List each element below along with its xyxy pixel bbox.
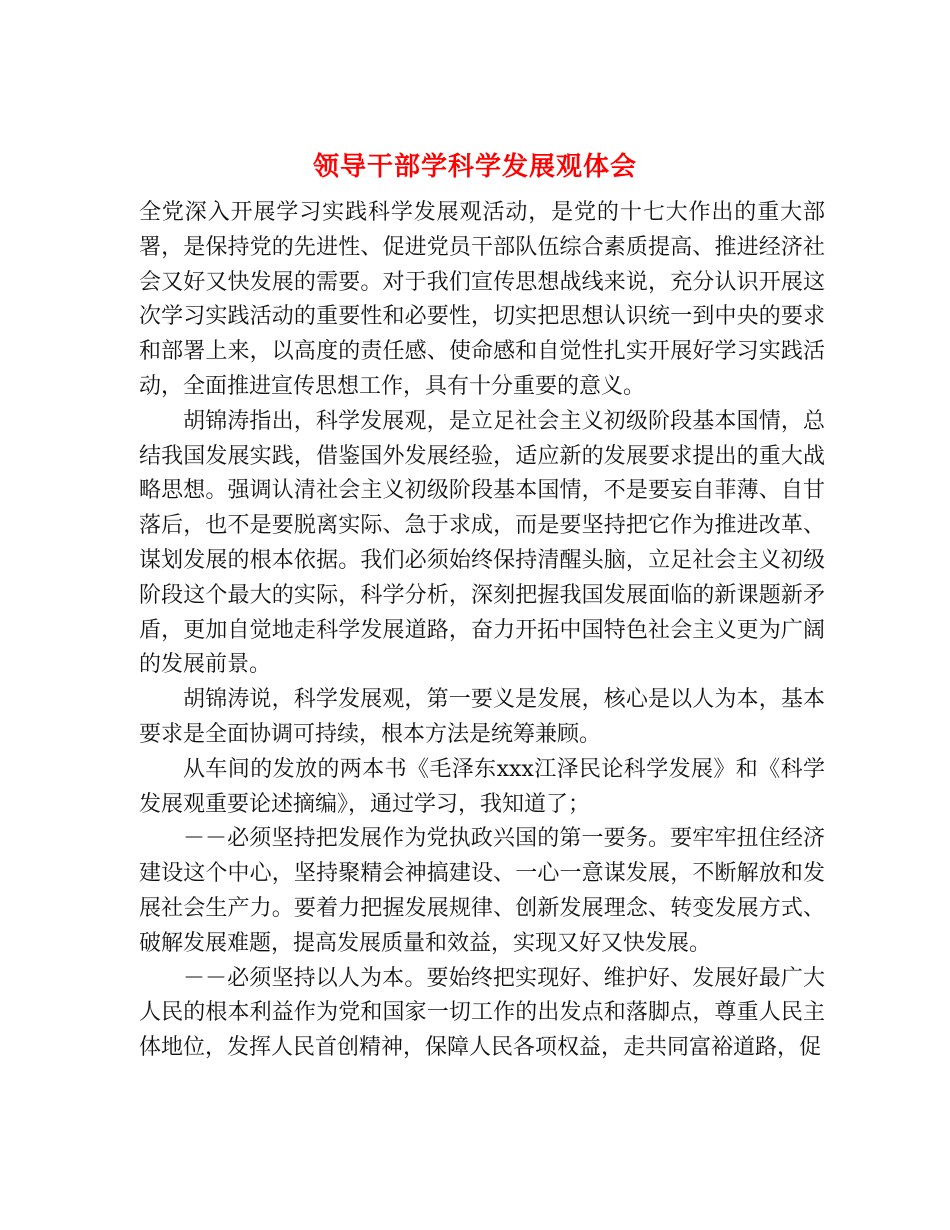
- paragraph-hu-core-meaning: 胡锦涛说，科学发展观，第一要义是发展，核心是以人为本，基本要求是全面协调可持续，根本方法是统筹兼顾。: [139, 687, 825, 747]
- paragraph-books: 从车间的发放的两本书《毛泽东xxx江泽民论科学发展》和《科学发展观重要论述摘编》，通过学习，我知道了；: [139, 756, 825, 817]
- paragraph-intro: 全党深入开展学习实践科学发展观活动，是党的十七大作出的重大部署，是保持党的先进性、促进党员干部队伍综合素质提高、推进经济社会又好又快发展的需要。对于我们宣传思想战线来说，充分认识开展这次学习实践活动的重要性和必要性，切实把思想认识统一到中央的要求和部署上来，以高度的责任感、使命感和自觉性扎实开展好学习实践活动，全面推进宣传思想工作，具有十分重要的意义。: [139, 200, 825, 399]
- document-body: [139, 196, 825, 1066]
- paragraph-hu-scientific-outlook: 胡锦涛指出，科学发展观，是立足社会主义初级阶段基本国情，总结我国发展实践，借鉴国外发展经验，适应新的发展要求提出的重大战略思想。强调认清社会主义初级阶段基本国情，不是要妄自菲薄、自甘落后，也不是要脱离实际、急于求成，而是要坚持把它作为推进改革、谋划发展的根本依据。我们必须始终保持清醒头脑，立足社会主义初级阶段这个最大的实际，科学分析，深刻把握我国发展面临的新课题新矛盾，更加自觉地走科学发展道路，奋力开拓中国特色社会主义更为广阔的发展前景。: [139, 408, 825, 678]
- paragraph-people-centered: －－必须坚持以人为本。要始终把实现好、维护好、发展好最广大人民的根本利益作为党和国家一切工作的出发点和落脚点，尊重人民主体地位，发挥人民首创精神，保障人民各项权益，走共同富裕道路，促: [139, 965, 825, 1061]
- document-title: 领导干部学科学发展观体会: [312, 152, 637, 183]
- paragraph-development-priority: －－必须坚持把发展作为党执政兴国的第一要务。要牢牢扭住经济建设这个中心，坚持聚精会神搞建设、一心一意谋发展，不断解放和发展社会生产力。要着力把握发展规律、创新发展理念、转变发展方式、破解发展难题，提高发展质量和效益，实现又好又快发展。: [139, 826, 825, 956]
